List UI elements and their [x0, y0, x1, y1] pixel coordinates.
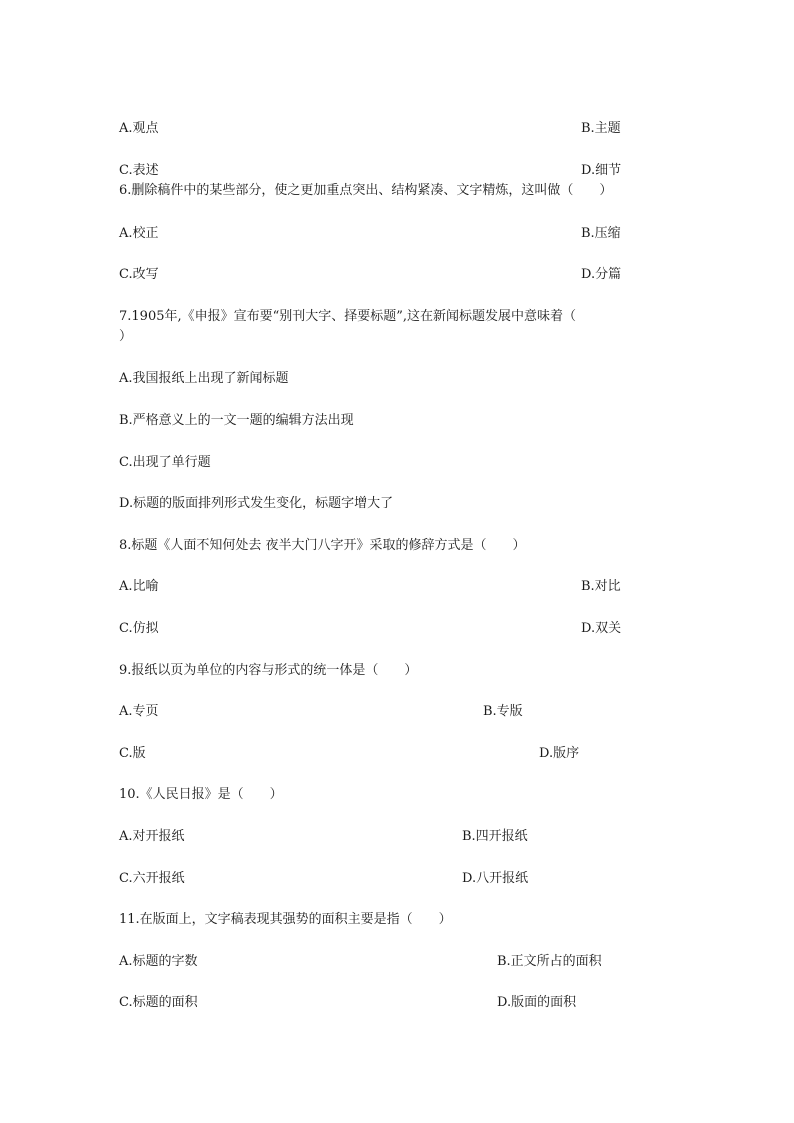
q11-option-c: C.标题的面积 — [119, 995, 198, 1010]
q8-option-a: A.比喻 — [119, 579, 159, 594]
q6-option-b: B.压缩 — [581, 226, 621, 241]
q8-option-c: C.仿拟 — [119, 621, 159, 636]
q9-stem: 9.报纸以页为单位的内容与形式的统一体是（ ） — [119, 663, 418, 678]
q11-option-b: B.正文所占的面积 — [497, 954, 602, 969]
q7-option-c: C.出现了单行题 — [119, 455, 211, 470]
q5-option-d: D.细节 — [581, 163, 622, 178]
q6-option-d: D.分篇 — [581, 267, 622, 282]
q7-option-d: D.标题的版面排列形式发生变化，标题字增大了 — [119, 496, 394, 511]
q11-option-a: A.标题的字数 — [119, 954, 198, 969]
q5-option-a: A.观点 — [119, 121, 159, 136]
q7-option-b: B.严格意义上的一文一题的编辑方法出现 — [119, 413, 354, 428]
q10-option-d: D.八开报纸 — [462, 871, 529, 886]
q7-option-a: A.我国报纸上出现了新闻标题 — [119, 371, 289, 386]
q8-option-b: B.对比 — [581, 579, 621, 594]
q10-option-a: A.对开报纸 — [119, 829, 185, 844]
q6-option-c: C.改写 — [119, 267, 159, 282]
q7-stem-line2: ） — [119, 329, 133, 344]
q8-stem: 8.标题《人面不知何处去 夜半大门八字开》采取的修辞方式是（ ） — [119, 538, 526, 553]
q6-option-a: A.校正 — [119, 226, 159, 241]
q11-stem: 11.在版面上，文字稿表现其强势的面积主要是指（ ） — [119, 912, 452, 927]
q9-option-a: A.专页 — [119, 704, 159, 719]
q7-stem-line1: 7.1905年,《申报》宣布要“别刊大字、择要标题”,这在新闻标题发展中意味着（ — [119, 309, 577, 324]
q6-stem: 6.删除稿件中的某些部分，使之更加重点突出、结构紧凑、文字精炼，这叫做（ ） — [119, 183, 613, 198]
q9-option-b: B.专版 — [483, 704, 523, 719]
q9-option-d: D.版序 — [539, 746, 580, 761]
q10-stem: 10.《人民日报》是（ ） — [119, 787, 283, 802]
q10-option-b: B.四开报纸 — [462, 829, 528, 844]
q10-option-c: C.六开报纸 — [119, 871, 185, 886]
q9-option-c: C.版 — [119, 746, 146, 761]
q5-option-b: B.主题 — [581, 121, 621, 136]
q8-option-d: D.双关 — [581, 621, 622, 636]
q5-option-c: C.表述 — [119, 163, 159, 178]
q11-option-d: D.版面的面积 — [497, 995, 577, 1010]
